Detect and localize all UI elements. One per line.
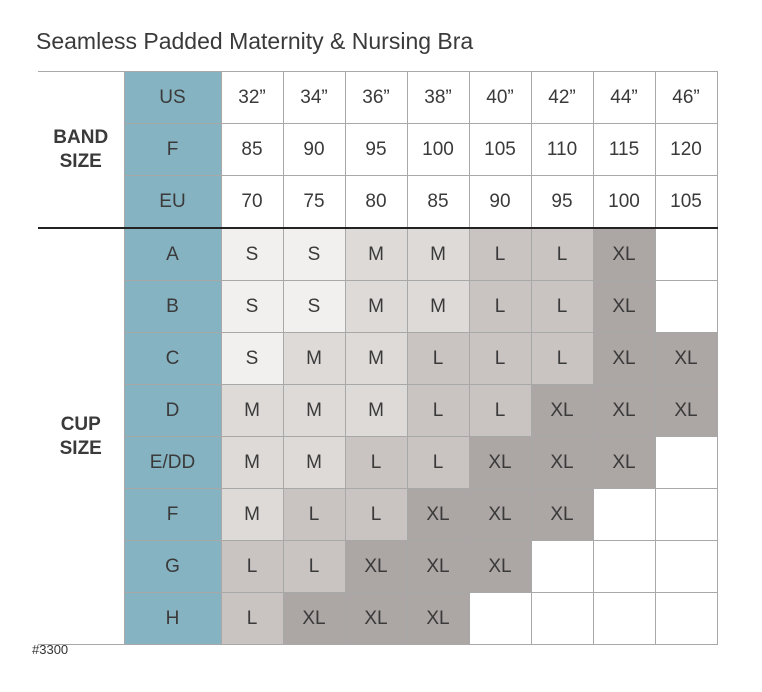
garment-size-cell: M bbox=[345, 228, 407, 281]
garment-size-cell bbox=[655, 593, 717, 645]
band-size-cell: 80 bbox=[345, 176, 407, 229]
band-size-cell: 70 bbox=[221, 176, 283, 229]
garment-size-cell bbox=[655, 489, 717, 541]
band-size-cell: 100 bbox=[407, 124, 469, 176]
garment-size-cell: XL bbox=[469, 541, 531, 593]
cup-group-label bbox=[38, 228, 124, 645]
garment-size-cell: S bbox=[283, 281, 345, 333]
garment-size-cell: L bbox=[531, 333, 593, 385]
garment-size-cell: L bbox=[283, 489, 345, 541]
garment-size-cell: M bbox=[221, 489, 283, 541]
cup-row bbox=[38, 489, 717, 541]
band-size-cell: 95 bbox=[345, 124, 407, 176]
cup-row bbox=[38, 333, 717, 385]
garment-size-cell: M bbox=[283, 437, 345, 489]
garment-size-cell: XL bbox=[407, 541, 469, 593]
garment-size-cell: XL bbox=[655, 385, 717, 437]
garment-size-cell: XL bbox=[593, 385, 655, 437]
garment-size-cell: L bbox=[407, 333, 469, 385]
garment-size-cell: M bbox=[221, 385, 283, 437]
garment-size-cell: S bbox=[221, 228, 283, 281]
band-size-cell: 105 bbox=[655, 176, 717, 229]
band-size-cell: 90 bbox=[283, 124, 345, 176]
size-chart-table bbox=[38, 71, 718, 645]
cup-size-label: E/DD bbox=[124, 437, 221, 489]
band-size-cell: 110 bbox=[531, 124, 593, 176]
band-size-cell: 44” bbox=[593, 72, 655, 124]
cup-size-label: A bbox=[124, 228, 221, 281]
band-size-cell: 85 bbox=[407, 176, 469, 229]
band-size-cell: 32” bbox=[221, 72, 283, 124]
band-size-cell: 42” bbox=[531, 72, 593, 124]
garment-size-cell bbox=[655, 228, 717, 281]
garment-size-cell: XL bbox=[593, 228, 655, 281]
band-size-cell: 90 bbox=[469, 176, 531, 229]
band-size-cell: 40” bbox=[469, 72, 531, 124]
band-size-cell: 38” bbox=[407, 72, 469, 124]
cup-row bbox=[38, 593, 717, 645]
cup-size-label: G bbox=[124, 541, 221, 593]
band-size-cell: 36” bbox=[345, 72, 407, 124]
cup-size-label: H bbox=[124, 593, 221, 645]
cup-row bbox=[38, 228, 717, 281]
garment-size-cell bbox=[593, 593, 655, 645]
garment-size-cell bbox=[469, 593, 531, 645]
garment-size-cell: XL bbox=[407, 593, 469, 645]
garment-size-cell bbox=[531, 541, 593, 593]
cup-size-label: F bbox=[124, 489, 221, 541]
band-group-label bbox=[38, 72, 124, 229]
band-row bbox=[38, 176, 717, 229]
garment-size-cell: S bbox=[283, 228, 345, 281]
band-size-cell: 46” bbox=[655, 72, 717, 124]
band-size-cell: 34” bbox=[283, 72, 345, 124]
band-size-cell: 95 bbox=[531, 176, 593, 229]
garment-size-cell: L bbox=[469, 281, 531, 333]
garment-size-cell bbox=[655, 437, 717, 489]
garment-size-cell: S bbox=[221, 333, 283, 385]
garment-size-cell: L bbox=[407, 437, 469, 489]
garment-size-cell: L bbox=[345, 437, 407, 489]
band-group-label-line: SIZE bbox=[59, 150, 102, 172]
garment-size-cell: L bbox=[469, 228, 531, 281]
cup-row bbox=[38, 437, 717, 489]
cup-row bbox=[38, 385, 717, 437]
garment-size-cell: M bbox=[345, 385, 407, 437]
cup-row bbox=[38, 281, 717, 333]
cup-size-label: D bbox=[124, 385, 221, 437]
garment-size-cell: XL bbox=[531, 385, 593, 437]
garment-size-cell: XL bbox=[593, 281, 655, 333]
garment-size-cell bbox=[655, 541, 717, 593]
garment-size-cell: XL bbox=[407, 489, 469, 541]
band-row bbox=[38, 72, 717, 124]
garment-size-cell: M bbox=[407, 281, 469, 333]
garment-size-cell: XL bbox=[345, 593, 407, 645]
product-code: #3300 bbox=[32, 642, 69, 657]
garment-size-cell: M bbox=[283, 333, 345, 385]
garment-size-cell: L bbox=[531, 281, 593, 333]
garment-size-cell: XL bbox=[593, 333, 655, 385]
garment-size-cell: L bbox=[345, 489, 407, 541]
garment-size-cell: M bbox=[345, 333, 407, 385]
band-size-cell: 105 bbox=[469, 124, 531, 176]
garment-size-cell: S bbox=[221, 281, 283, 333]
cup-group-label-line: CUP bbox=[60, 413, 101, 435]
garment-size-cell bbox=[531, 593, 593, 645]
band-size-cell: 120 bbox=[655, 124, 717, 176]
garment-size-cell: XL bbox=[655, 333, 717, 385]
garment-size-cell: M bbox=[407, 228, 469, 281]
garment-size-cell: L bbox=[283, 541, 345, 593]
garment-size-cell: XL bbox=[593, 437, 655, 489]
garment-size-cell: M bbox=[345, 281, 407, 333]
garment-size-cell: L bbox=[221, 593, 283, 645]
cup-group-label-line: SIZE bbox=[59, 437, 102, 459]
garment-size-cell: M bbox=[283, 385, 345, 437]
garment-size-cell: XL bbox=[531, 437, 593, 489]
band-group-label-line: BAND bbox=[53, 126, 109, 148]
chart-title: Seamless Padded Maternity & Nursing Bra bbox=[36, 28, 474, 54]
band-size-cell: 75 bbox=[283, 176, 345, 229]
band-system-label: F bbox=[124, 124, 221, 176]
cup-row bbox=[38, 541, 717, 593]
garment-size-cell: XL bbox=[531, 489, 593, 541]
band-system-label: US bbox=[124, 72, 221, 124]
band-system-label: EU bbox=[124, 176, 221, 229]
garment-size-cell: L bbox=[407, 385, 469, 437]
garment-size-cell: L bbox=[221, 541, 283, 593]
garment-size-cell bbox=[593, 489, 655, 541]
band-size-cell: 100 bbox=[593, 176, 655, 229]
garment-size-cell: L bbox=[469, 333, 531, 385]
garment-size-cell: M bbox=[221, 437, 283, 489]
garment-size-cell: XL bbox=[469, 437, 531, 489]
band-row bbox=[38, 124, 717, 176]
garment-size-cell: L bbox=[531, 228, 593, 281]
garment-size-cell bbox=[593, 541, 655, 593]
garment-size-cell: XL bbox=[345, 541, 407, 593]
garment-size-cell: XL bbox=[469, 489, 531, 541]
cup-size-label: C bbox=[124, 333, 221, 385]
band-size-cell: 115 bbox=[593, 124, 655, 176]
band-size-cell: 85 bbox=[221, 124, 283, 176]
garment-size-cell: XL bbox=[283, 593, 345, 645]
garment-size-cell: L bbox=[469, 385, 531, 437]
size-chart-body bbox=[38, 72, 717, 645]
cup-size-label: B bbox=[124, 281, 221, 333]
garment-size-cell bbox=[655, 281, 717, 333]
